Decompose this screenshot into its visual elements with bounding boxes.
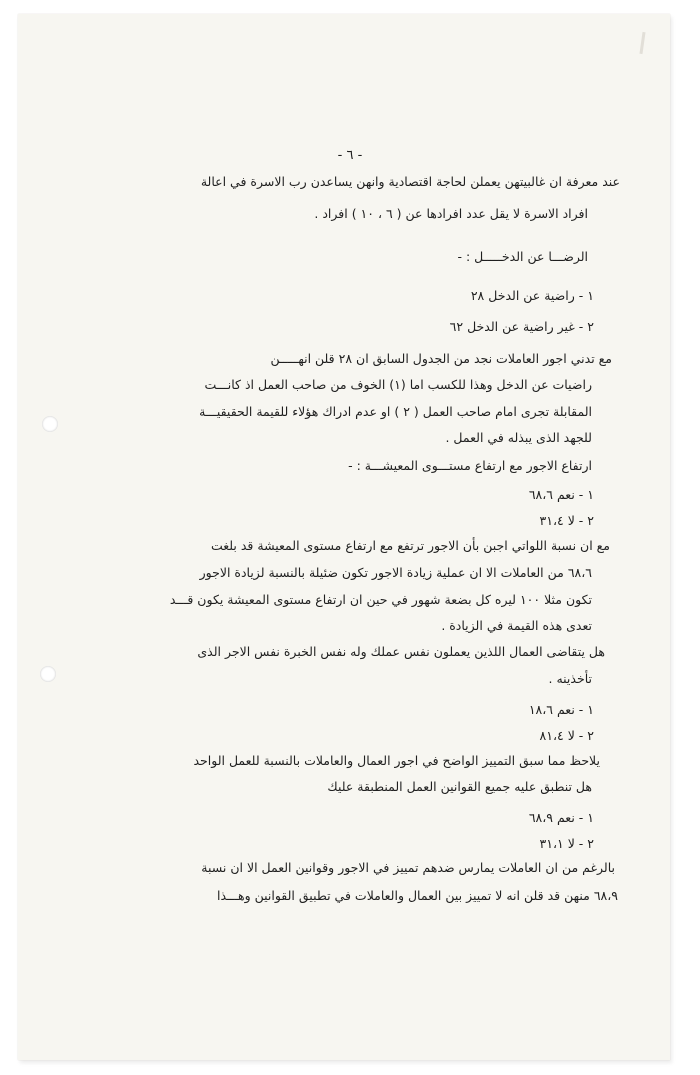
section-heading: الرضـــا عن الدخـــــل : -: [457, 249, 588, 264]
list-item: ١ - راضية عن الدخل ٢٨: [470, 288, 594, 303]
list-item: ٢ - لا ٨١،٤: [539, 728, 594, 743]
text-line: مع تدني اجور العاملات نجد من الجدول السابق ان ٢٨ قلن انهـــــن: [270, 351, 612, 366]
question-line: تأخذينه .: [548, 671, 592, 686]
section-heading: ارتفاع الاجور مع ارتفاع مستـــوى المعيشـــة : -: [348, 458, 592, 473]
text-line: تعدى هذه القيمة في الزيادة .: [441, 618, 592, 633]
text-line: يلاحظ مما سبق التمييز الواضح في اجور العمال والعاملات بالنسبة للعمل الواحد: [193, 753, 600, 768]
list-item: ٢ - لا ٣١،٤: [539, 513, 594, 528]
page-number: - ٦ -: [337, 148, 363, 163]
question-line: هل تنطبق عليه جميع القوانين العمل المنطبقة عليك: [327, 779, 592, 794]
text-line: راضيات عن الدخل وهذا للكسب اما (١) الخوف من صاحب العمل اذ كانـــت: [204, 377, 592, 392]
text-line: ٦٨،٩ منهن قد قلن انه لا تمييز بين العمال والعاملات في تطبيق القوانين وهـــذا: [216, 888, 618, 903]
question-line: هل يتقاضى العمال اللذين يعملون نفس عملك وله نفس الخبرة نفس الاجر الذى: [197, 644, 605, 659]
list-item: ٢ - غير راضية عن الدخل ٦٢: [449, 319, 594, 334]
punch-hole-top: [42, 416, 58, 432]
list-item: ١ - نعم ٦٨،٩: [528, 810, 594, 825]
text-line: عند معرفة ان غالبيتهن يعملن لحاجة اقتصادية وانهن يساعدن رب الاسرة في اعالة: [200, 174, 620, 189]
punch-hole-bottom: [40, 666, 56, 682]
list-item: ٢ - لا ٣١،١: [539, 836, 594, 851]
list-item: ١ - نعم ١٨،٦: [528, 702, 594, 717]
paper-mark: [639, 32, 645, 54]
document-page: [18, 14, 670, 1060]
text-line: مع ان نسبة اللواتي اجبن بأن الاجور ترتفع مع ارتفاع مستوى المعيشة قد بلغت: [210, 538, 610, 553]
text-line: للجهد الذى يبذله في العمل .: [445, 430, 592, 445]
list-item: ١ - نعم ٦٨،٦: [528, 487, 594, 502]
text-line: افراد الاسرة لا يقل عدد افرادها عن ( ٦ ، ١٠ ) افراد .: [314, 206, 588, 221]
text-line: بالرغم من ان العاملات يمارس ضدهم تمييز في الاجور وقوانين العمل الا ان نسبة: [201, 860, 615, 875]
text-line: المقابلة تجرى امام صاحب العمل ( ٢ ) او عدم ادراك هؤلاء للقيمة الحقيقيـــة: [199, 404, 592, 419]
text-line: ٦٨،٦ من العاملات الا ان عملية زيادة الاجور تكون ضئيلة بالنسبة لزيادة الاجور: [199, 565, 592, 580]
text-line: تكون مثلا ١٠٠ ليره كل بضعة شهور في حين ان ارتفاع مستوى المعيشة يكون قـــد: [169, 592, 592, 607]
